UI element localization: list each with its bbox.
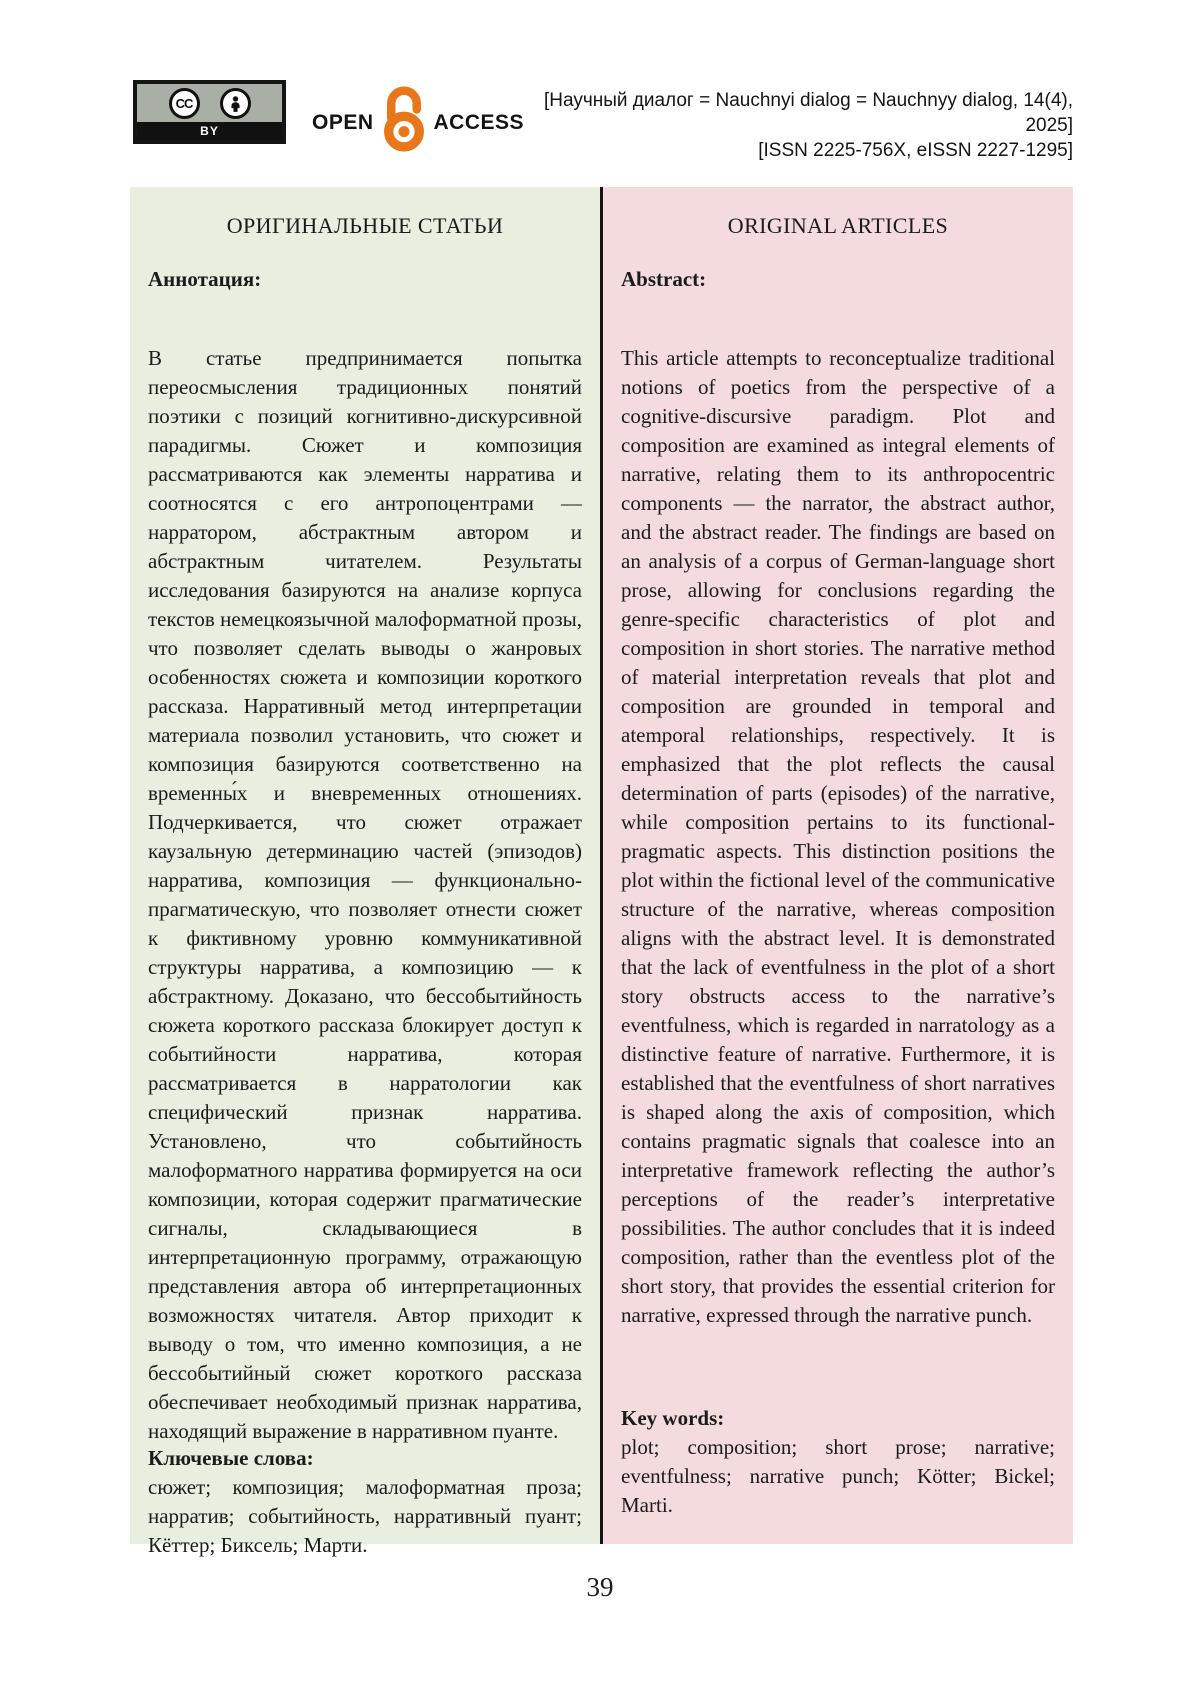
russian-keywords-block [148,1446,582,1560]
english-abstract-label: Abstract: [621,267,707,291]
russian-abstract-label: Аннотация: [148,267,262,291]
cc-by-label: BY [137,122,282,140]
open-access-open-label: OPEN [312,110,374,134]
cc-badge-icons [137,84,282,122]
open-access-access-label: ACCESS [433,110,525,134]
english-abstract-text: This article attempts to reconceptualize traditional notions of poetics from the perspective of a cognitive-discursive paradigm. Plot and composition are examined as integral elements of narrative, relating them to its anthropocentric components — the narrator, the abstract author, and the abstract reader. The findings are based on an analysis of a corpus of German-language short prose, allowing for conclusions regarding the genre-specific characteristics of plot and composition in short stories. The narrative method of material interpretation reveals that plot and composition are grounded in temporal and atemporal relationships, respectively. It is emphasized that the plot reflects the causal determination of parts (episodes) of the narrative, while composition pertains to its functional-pragmatic aspects. This distinction positions the plot within the fictional level of the communicative structure of the narrative, whereas composition aligns with the abstract level. It is demonstrated that the lack of eventfulness in the plot of a short story obstructs access to the narrative’s eventfulness, which is regarded in narratology as a distinctive feature of narrative. Furthermore, it is established that the eventfulness of short narratives is shaped along the axis of composition, which contains pragmatic signals that coalesce into an interpretative framework reflecting the author’s perceptions of the reader’s interpretative possibilities. The author concludes that it is indeed composition, rather than the eventless plot of the short story, that provides the essential criterion for narrative, expressed through the narrative punch. [621,346,1055,1327]
cc-by-license-badge [133,80,286,144]
russian-abstract-text: В статье предпринимается попытка переосмысления традиционных понятий поэтики с позиций когнитивно-дискурсивной парадигмы. Сюжет и композиция рассматриваются как элементы нарратива и соотносятся с его антропоцентрами — нарратором, абстрактным автором и абстрактным читателем. Результаты исследования базируются на анализе корпуса текстов немецкоязычной малоформатной прозы, что позволяет сделать выводы о жанровых особенностях сюжета и композиции короткого рассказа. Нарративный метод интерпретации материала позволил установить, что сюжет и композиция базируются соответственно на временны́х и вневременных отношениях. Подчеркивается, что сюжет отражает каузальную детерминацию частей (эпизодов) нарратива, композиция — функционально-прагматическую, что позволяет отнести сюжет к фиктивному уровню коммуникативной структуры нарратива, а композицию — к абстрактному. Доказано, что бессобытийность сюжета короткого рассказа блокирует доступ к событийности нарратива, которая рассматривается в нарратологии как специфический признак нарратива. Установлено, что событийность малоформатного нарратива формируется на оси композиции, которая содержит прагматические сигналы, складывающиеся в интерпретационную программу, отражающую представления автора об интерпретационных возможностях читателя. Автор приходит к выводу о том, что именно композиция, а не бессобытийный сюжет короткого рассказа обеспечивает необходимый признак нарратива, находящий выражение в нарративном пуанте. [148,346,582,1443]
english-keywords-label: Key words: [621,1406,725,1430]
russian-keywords-label: Ключевые слова: [148,1446,314,1470]
page-number: 39 [586,1572,614,1602]
russian-section-title: ОРИГИНАЛЬНЫЕ СТАТЬИ [226,213,504,238]
english-section-title: ORIGINAL ARTICLES [727,213,949,238]
english-keywords-block [621,1406,1055,1520]
open-lock-icon [378,84,430,157]
open-access-logo [312,86,524,159]
russian-keywords-text: сюжет; композиция; малоформатная проза; нарратив; событийность, нарративный пуант; Кёттер; Биксель; Марти. [148,1475,582,1557]
english-abstract-column [603,187,1073,1544]
journal-citation-line2: [ISSN 2225-756X, eISSN 2227-1295] [758,140,1073,161]
cc-icon: CC [169,88,200,119]
page-header [133,80,1073,163]
attribution-person-icon [220,88,251,119]
english-keywords-text: plot; composition; short prose; narrative; eventfulness; narrative punch; Kötter; Bickel; Marti. [621,1435,1055,1517]
russian-abstract-column [130,187,600,1557]
journal-citation-line1: [Научный диалог = Nauchnyi dialog = Nauchnyy dialog, 14(4), 2025] [543,90,1073,136]
journal-citation [524,88,1073,163]
abstract-columns [130,187,1073,1557]
